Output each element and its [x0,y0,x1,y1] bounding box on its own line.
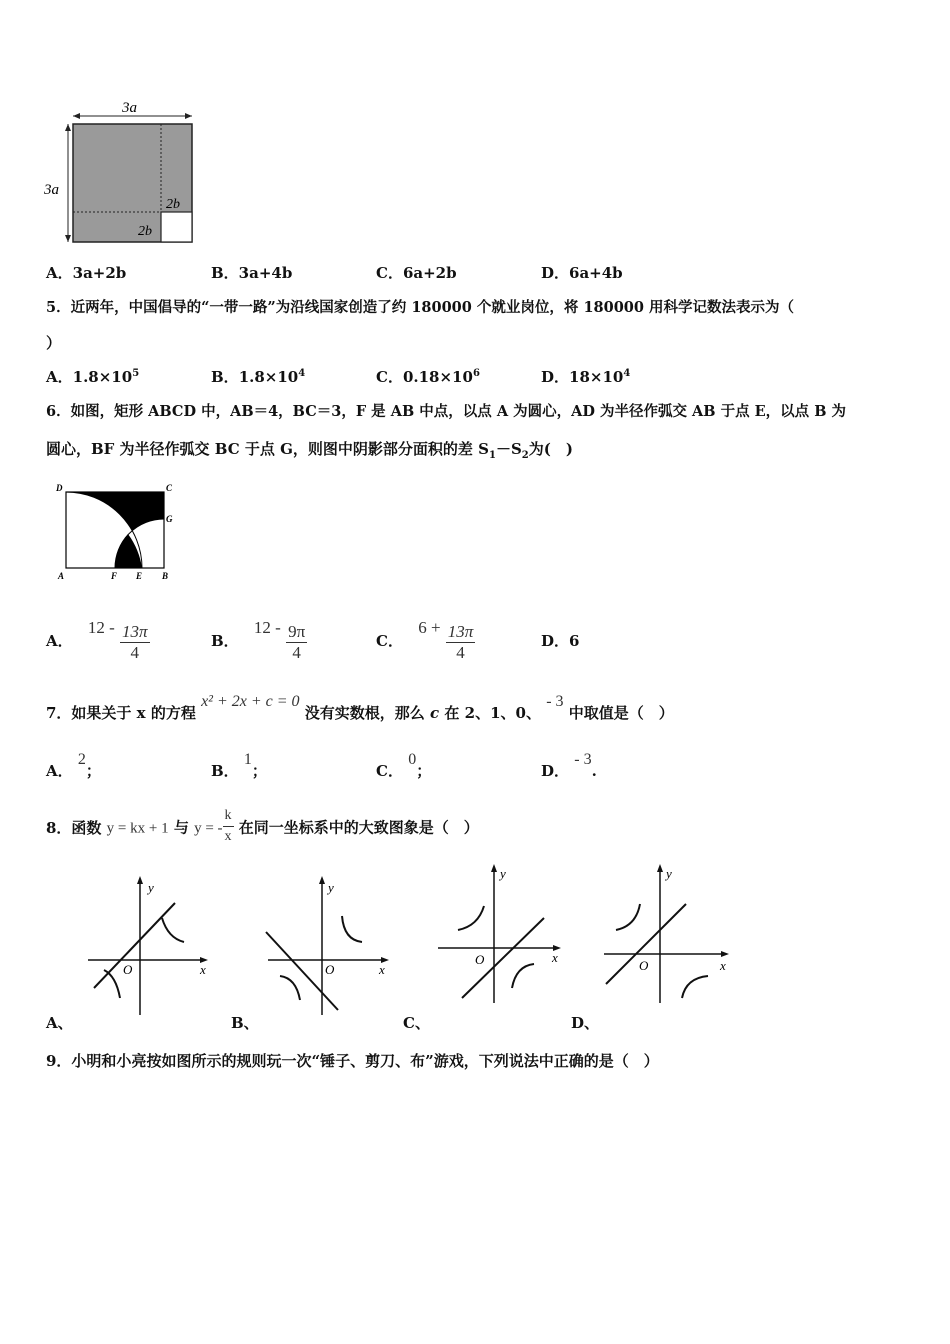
q6-option-c[interactable]: C． 6 + $\frac{13\pi}{4}$ [376,618,474,662]
svg-text:x: x [379,962,385,977]
svg-text:C: C [166,483,173,493]
q7-option-a[interactable]: A． 2； [46,751,101,780]
svg-text:A: A [58,571,65,581]
q5-question: 5．近两年，中国倡导的“一带一路”为沿线国家创造了约 180000 个就业岗位，将 180000 用科学记数法表示为（ [46,299,795,316]
inner-label-right: 2b [166,197,180,212]
svg-text:x: x [552,950,558,965]
svg-text:B: B [162,571,169,581]
svg-text:E: E [136,571,143,581]
q5-question-end: ） [46,334,62,352]
svg-text:x: x [200,962,206,977]
svg-text:G: G [166,514,173,524]
q8-question: 8．函数 y = kx + 1 与 y = - $\frac{k}{x}$ 在同一坐标系中的大致图象是（ ） [46,808,479,844]
svg-text:O: O [325,962,335,977]
q5-option-a[interactable]: A．$1.8\times 10^5$ [46,368,140,386]
q7-option-c[interactable]: C． 0； [376,751,432,780]
svg-text:y: y [500,866,506,881]
side-label: 3a [44,182,59,198]
q8-option-b[interactable]: B、 [231,1014,259,1032]
top-label: 3a [122,100,137,116]
q6-option-a[interactable]: A． 12 - $\frac{13\pi}{4}$ [46,618,148,662]
svg-text:y: y [328,880,334,895]
q4-option-b[interactable]: B．3a+4b [211,264,293,282]
svg-text:F: F [111,571,118,581]
graph-a [80,870,215,1020]
svg-text:O: O [475,952,485,967]
inner-label-bottom: 2b [138,224,152,239]
graph-d [600,858,735,1008]
graph-c [434,858,569,1008]
q8-option-a[interactable]: A、 [46,1014,73,1032]
q5-option-d[interactable]: D．$18\times 10^4$ [541,368,631,386]
graph-b [262,870,397,1020]
q4-option-c[interactable]: C．6a+2b [376,264,457,282]
q4-option-d[interactable]: D．6a+4b [541,264,623,282]
svg-text:y: y [148,880,154,895]
svg-text:D: D [56,483,63,493]
svg-text:O: O [639,958,649,973]
q4-option-a[interactable]: A．3a+2b [46,264,127,282]
q8-option-d[interactable]: D、 [571,1014,600,1032]
square-figure [40,96,210,256]
q7-option-b[interactable]: B． 1； [211,751,267,780]
q5-option-c[interactable]: C．$0.18\times 10^6$ [376,368,480,386]
q5-option-b[interactable]: B．$1.8\times 10^4$ [211,368,306,386]
q8-option-c[interactable]: C、 [403,1014,430,1032]
q7-question: 7．如果关于 x 的方程 x² + 2x + c = 0 没有实数根，那么 c 在 2、1、0、 - 3 中取值是（ ） [46,693,674,722]
svg-text:x: x [720,958,726,973]
q6-option-d[interactable]: D．6 [541,632,580,650]
q6-option-b[interactable]: B． 12 - $\frac{9\pi}{4}$ [211,618,306,662]
q9-question: 9．小明和小亮按如图所示的规则玩一次“锤子、剪刀、布”游戏，下列说法中正确的是（ ） [46,1052,659,1070]
svg-text:y: y [666,866,672,881]
q6-question: 6．如图，矩形 ABCD 中，AB＝4，BC＝3，F 是 AB 中点，以点 A 为圆心，AD 为半径作弧交 AB 于点 E，以点 B 为 [46,403,847,420]
q6-question-line2: 圆心，BF 为半径作弧交 BC 于点 G，则图中阴影部分面积的差 $S_1-S_2$为( ) [46,440,573,461]
svg-text:O: O [123,962,133,977]
q7-option-d[interactable]: D． - 3. [541,751,597,780]
rectangle-arcs-figure [50,478,180,588]
